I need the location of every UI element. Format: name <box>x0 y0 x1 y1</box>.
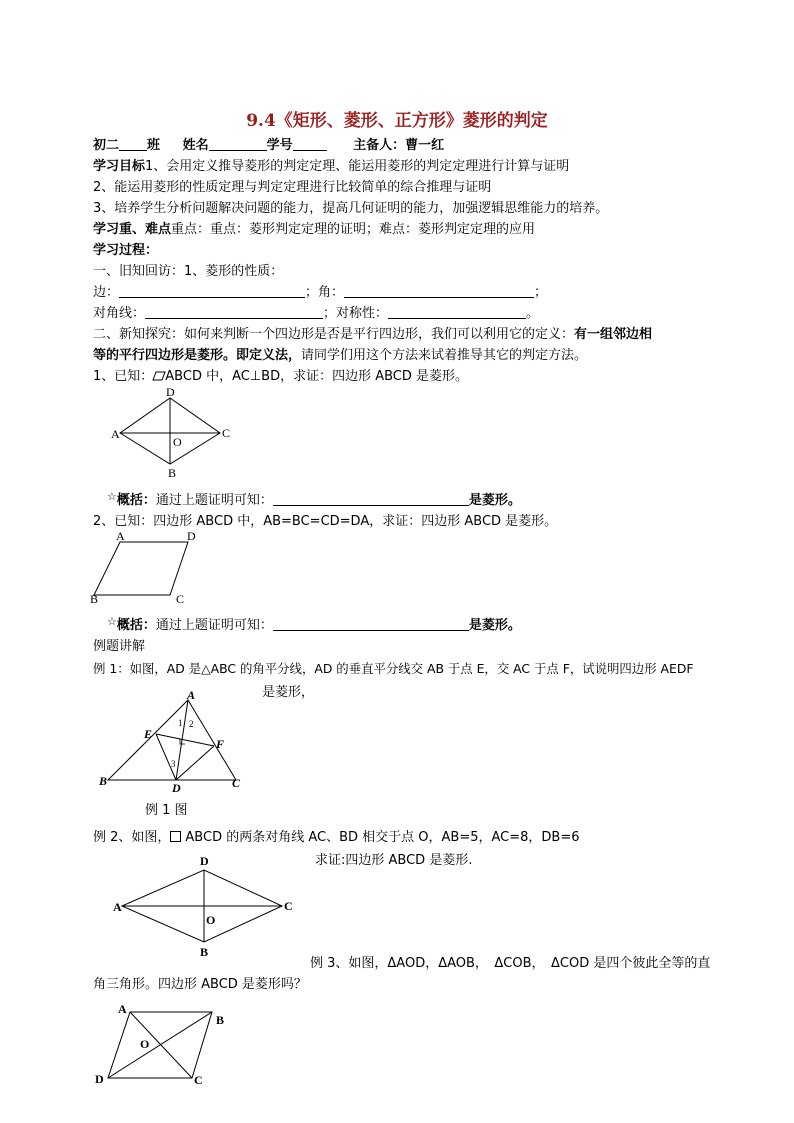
ex3-label-d: D <box>95 1072 104 1086</box>
edge-angle-line: 边： ；角： ； <box>93 285 548 300</box>
ex1-label-e: E <box>144 727 153 741</box>
ex1-segment-ed <box>156 734 176 780</box>
parallelogram-icon <box>170 831 181 842</box>
summary-2 <box>107 617 521 635</box>
example-2-pre: 例 2、如图， <box>93 830 171 845</box>
fig2-label-c: C <box>176 592 185 606</box>
preparer-name: 曹一红 <box>405 138 445 153</box>
ex1-label-f: F <box>216 737 225 751</box>
fig1-label-b: B <box>168 466 177 480</box>
fig1-label-d: D <box>166 385 175 399</box>
goal-1 <box>93 158 569 176</box>
ex2-label-c: C <box>284 899 293 913</box>
example-1-line-2: 是菱形， <box>262 685 315 700</box>
ex1-angle-1: 1 <box>178 718 183 728</box>
example-1-line-1: 例 1：如图，AD 是△ABC 的角平分线，AD 的垂直平分线交 AB 于点 E，交 AC 于点 F，试说明四边形 AEDF <box>93 661 694 676</box>
class-label: 班 <box>147 138 161 153</box>
key-points <box>93 221 535 239</box>
ex1-segment-fd <box>176 746 214 780</box>
problem-1-pre: 1、已知： <box>93 369 154 384</box>
fig2-label-a: A <box>116 529 125 543</box>
fig2-label-b: B <box>90 592 99 606</box>
ex3-label-o: O <box>140 1037 150 1051</box>
example-2-post: ABCD 的两条对角线 AC、BD 相交于点 O，AB=5，AC=8，DB=6 <box>185 830 580 845</box>
explore-text-b: 有一组邻边相 <box>574 327 653 342</box>
symmetry-label: ；对称性： <box>323 306 389 321</box>
process-label: 学习过程： <box>93 243 159 258</box>
explore-text-d: 请同学们用这个方法来试着推导其它的判定方法。 <box>301 348 588 363</box>
star-icon: ☆ <box>107 490 117 503</box>
figure-1 <box>110 385 240 480</box>
summary-1-text: 通过上题证明可知： <box>155 493 273 508</box>
summary-2-blank <box>273 617 469 631</box>
ex2-label-a: A <box>113 900 122 914</box>
summary-1-label: 概括： <box>116 493 156 508</box>
summary-2-label: 概括： <box>116 618 156 633</box>
number-blank <box>293 137 327 151</box>
ex3-label-a: A <box>118 1002 127 1016</box>
fig1-label-a: A <box>111 427 120 441</box>
ex2-label-o: O <box>206 913 216 927</box>
edge-label: 边： <box>93 285 120 300</box>
ex3-label-c: C <box>194 1073 203 1087</box>
fig1-label-o: O <box>173 435 182 449</box>
symmetry-blank <box>388 305 526 319</box>
figure-2 <box>88 528 208 606</box>
header-line <box>93 137 444 155</box>
ex1-label-b: B <box>99 774 108 788</box>
key-points-label: 学习重、难点 <box>93 222 172 237</box>
summary-1-blank <box>273 492 469 506</box>
ex2-label-d: D <box>200 854 209 868</box>
parallelogram-icon <box>153 371 165 381</box>
example-3-line-2: 角三角形。四边形 ABCD 是菱形吗？ <box>93 977 307 992</box>
example-2-line-2: 求证:四边形 ABCD 是菱形. <box>315 853 473 868</box>
problem-2: 2、已知：四边形 ABCD 中，AB=BC=CD=DA，求证：四边形 ABCD 是菱形。 <box>93 514 558 529</box>
ex1-label-d: D <box>172 781 181 795</box>
example-3-line-1: 例 3、如图，ΔAOD，ΔAOB， ΔCOB， ΔCOD 是四个彼此全等的直 <box>310 956 711 971</box>
summary-1-suffix: 是菱形。 <box>468 493 521 508</box>
figure-ex1 <box>96 688 246 795</box>
explore-text-a: 二、新知探究：如何来判断一个四边形是否是平行四边形，我们可以利用它的定义： <box>93 327 575 342</box>
class-blank <box>119 137 147 151</box>
ex3-diagonal-bd <box>108 1012 212 1078</box>
examples-heading: 例题讲解 <box>93 639 146 654</box>
review-line: 一、旧知回访：1、菱形的性质： <box>93 264 284 279</box>
star-icon: ☆ <box>107 615 117 628</box>
fig2-quadrilateral <box>94 542 188 595</box>
diagonal-symmetry-line: 对角线： ；对称性： 。 <box>93 306 540 321</box>
example-1-caption: 例 1 图 <box>145 803 188 818</box>
preparer-label: 主备人： <box>353 138 406 153</box>
ex1-label-a: A <box>187 688 196 702</box>
name-blank <box>209 137 267 151</box>
explore-text-c: 等的平行四边形是菱形。即定义法， <box>93 348 302 363</box>
ex1-angle-2: 2 <box>189 719 194 729</box>
problem-1 <box>93 368 468 386</box>
summary-2-text: 通过上题证明可知： <box>155 618 273 633</box>
key-points-text: 重点：重点：菱形判定定理的证明；难点：菱形判定定理的应用 <box>171 222 536 237</box>
diagonal-label: 对角线： <box>93 306 146 321</box>
ex2-label-b: B <box>200 945 209 959</box>
diagonal-blank <box>145 305 323 319</box>
figure-ex3 <box>92 1000 232 1092</box>
ex1-label-c: C <box>232 776 241 790</box>
angle-blank <box>344 284 534 298</box>
number-label: 学号 <box>266 138 293 153</box>
example-2-line-1 <box>93 829 579 847</box>
goals-label: 学习目标 <box>93 159 146 174</box>
fig1-label-c: C <box>222 426 231 440</box>
problem-1-post: ABCD 中，AC⊥BD，求证：四边形 ABCD 是菱形。 <box>165 369 469 384</box>
fig2-label-d: D <box>187 529 196 543</box>
ex3-label-b: B <box>216 1013 225 1027</box>
edge-blank <box>119 284 305 298</box>
explore-line-2 <box>93 347 587 365</box>
ex1-angle-3: 3 <box>171 759 176 769</box>
summary-1 <box>107 492 521 510</box>
explore-line-1 <box>93 326 652 344</box>
goal-2: 2、能运用菱形的性质定理与判定定理进行比较简单的综合推理与证明 <box>93 180 492 195</box>
figure-ex2 <box>112 848 297 959</box>
page-title: 9.4《矩形、菱形、正方形》菱形的判定 <box>246 111 548 131</box>
summary-2-suffix: 是菱形。 <box>468 618 521 633</box>
goal-item-1: 1、会用定义推导菱形的判定定理、能运用菱形的判定定理进行计算与证明 <box>145 159 570 174</box>
name-label: 姓名 <box>182 138 209 153</box>
grade: 初二 <box>93 138 120 153</box>
goal-3: 3、培养学生分析问题解决问题的能力，提高几何证明的能力，加强逻辑思维能力的培养。 <box>93 201 609 216</box>
angle-label: ；角： <box>305 285 345 300</box>
